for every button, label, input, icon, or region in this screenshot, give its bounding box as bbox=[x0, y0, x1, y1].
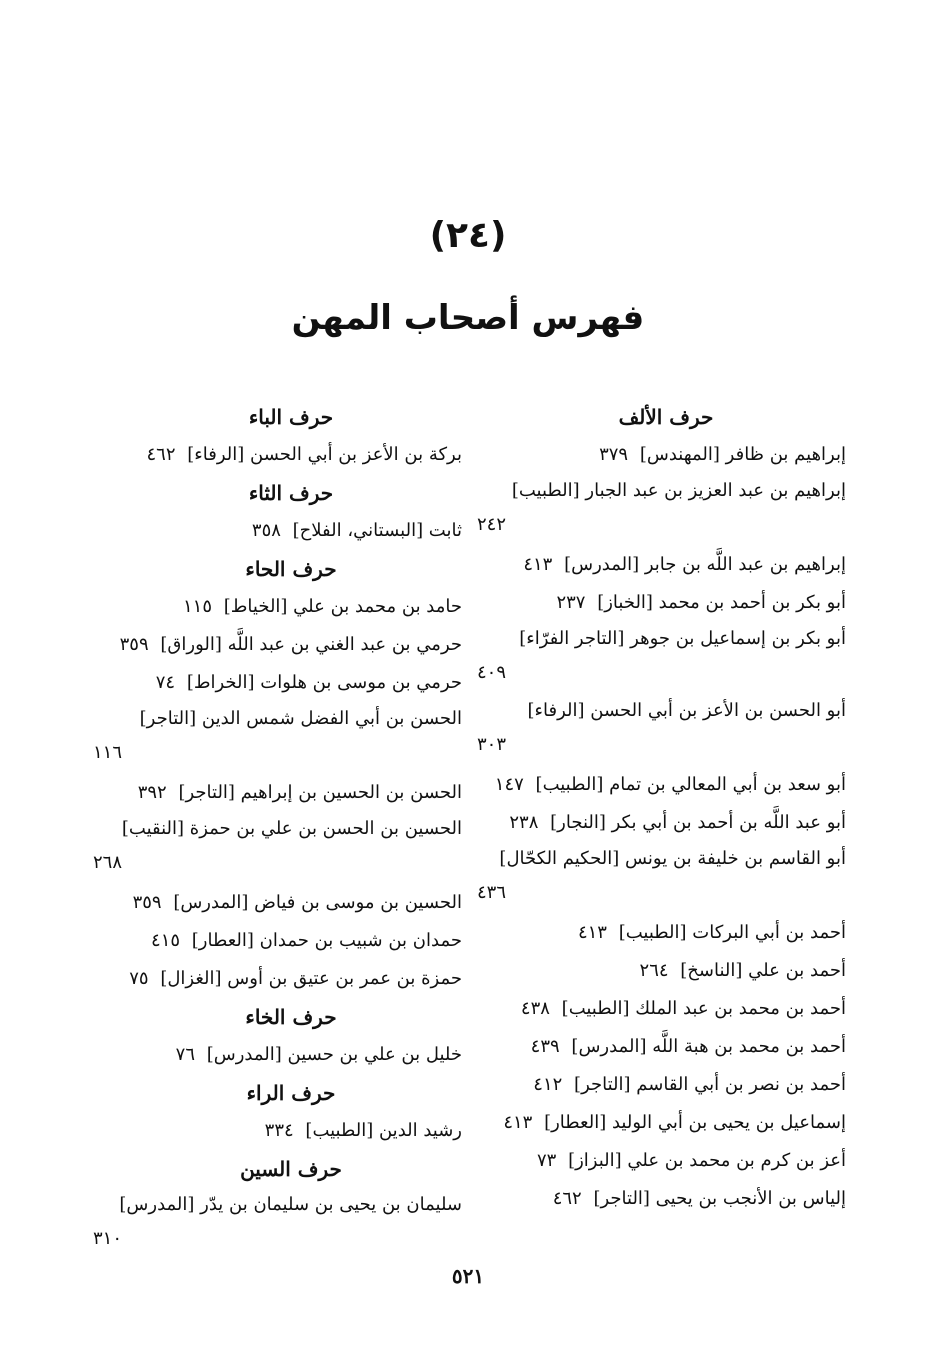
entry-name: أحمد بن محمد بن عبد الملك [الطبيب] bbox=[561, 998, 846, 1019]
index-entry bbox=[486, 1180, 846, 1218]
section-heading: حرف الثاء bbox=[248, 481, 334, 505]
entry-name: إبراهيم بن ظافر [المهندس] bbox=[639, 444, 846, 465]
index-entry bbox=[486, 804, 846, 842]
index-entry bbox=[476, 474, 846, 546]
index-entry bbox=[92, 702, 462, 774]
entry-name: ثابت [البستاني، الفلاح] bbox=[292, 520, 462, 541]
entry-name: حرمي بن عبد الغني بن عبد اللَّه [الوراق] bbox=[160, 634, 462, 655]
index-section bbox=[476, 398, 846, 1218]
entry-page-ref: ٢٣٨ bbox=[509, 812, 539, 833]
entry-page-ref: ٤٠٩ bbox=[476, 662, 506, 683]
entry-name: أحمد بن علي [الناسخ] bbox=[680, 960, 846, 981]
section-heading: حرف الألف bbox=[618, 405, 714, 429]
entry-name: بركة بن الأعز بن أبي الحسن [الرفاء] bbox=[187, 444, 462, 465]
entry-page-ref: ٣٥٨ bbox=[251, 520, 281, 541]
entry-name: حامد بن محمد بن علي [الخياط] bbox=[223, 596, 462, 617]
entry-page-ref: ١١٦ bbox=[92, 742, 122, 763]
index-entry bbox=[486, 952, 846, 990]
entry-name: أحمد بن نصر بن أبي القاسم [التاجر] bbox=[574, 1074, 846, 1095]
entry-page-ref: ٢٦٨ bbox=[92, 852, 122, 873]
entry-name: الحسين بن الحسن بن علي بن حمزة [النقيب] bbox=[121, 818, 462, 839]
entry-page-ref: ٣٠٣ bbox=[476, 734, 506, 755]
entry-name: إسماعيل بن يحيى بن أبي الوليد [العطار] bbox=[544, 1112, 846, 1133]
index-entry bbox=[100, 626, 462, 664]
entry-page-ref: ٢٣٧ bbox=[556, 592, 586, 613]
index-entry bbox=[476, 842, 846, 914]
index-entry bbox=[100, 884, 462, 922]
index-entry bbox=[486, 436, 846, 474]
entry-name: أبو القاسم بن خليفة بن يونس [الحكيم الكحّال] bbox=[499, 848, 846, 869]
entry-name: أعز بن كرم بن محمد بن علي [البزاز] bbox=[568, 1150, 846, 1171]
index-column-right bbox=[476, 398, 846, 1218]
index-section bbox=[100, 474, 462, 550]
entry-page-ref: ٤٣٨ bbox=[520, 998, 550, 1019]
entry-page-ref: ٣٥٩ bbox=[119, 634, 149, 655]
entry-name: الحسن بن الحسين بن إبراهيم [التاجر] bbox=[178, 782, 462, 803]
entry-page-ref: ٤٦٢ bbox=[146, 444, 176, 465]
entry-name: خليل بن علي بن حسين [المدرس] bbox=[206, 1044, 462, 1065]
index-entry bbox=[486, 1028, 846, 1066]
entry-page-ref: ٤١٣ bbox=[523, 554, 553, 575]
entry-page-ref: ٣٥٩ bbox=[132, 892, 162, 913]
index-section bbox=[92, 550, 462, 998]
entry-page-ref: ١٤٧ bbox=[494, 774, 524, 795]
entry-name: سليمان بن يحيى بن سليمان بن يدّر [المدرس] bbox=[119, 1194, 462, 1215]
index-entry bbox=[100, 588, 462, 626]
index-entry bbox=[100, 1112, 462, 1150]
index-entry bbox=[100, 774, 462, 812]
entry-name: حرمي بن موسى بن هلوات [الخراط] bbox=[186, 672, 462, 693]
entry-name: أبو بكر بن إسماعيل بن جوهر [التاجر الفرّاء] bbox=[519, 628, 846, 649]
entry-name: أبو بكر بن أحمد بن محمد [الخباز] bbox=[597, 592, 846, 613]
entry-name: الحسين بن موسى بن فياض [المدرس] bbox=[173, 892, 462, 913]
index-entry bbox=[100, 436, 462, 474]
entry-page-ref: ٤٣٩ bbox=[530, 1036, 560, 1057]
index-column-left bbox=[92, 398, 462, 1260]
section-heading: حرف السين bbox=[240, 1157, 342, 1181]
page-number: ٥٢١ bbox=[451, 1264, 485, 1288]
entry-page-ref: ٣٧٩ bbox=[599, 444, 629, 465]
entry-page-ref: ١١٥ bbox=[182, 596, 212, 617]
index-entry bbox=[486, 1066, 846, 1104]
index-section bbox=[100, 998, 462, 1074]
entry-name: إبراهيم بن عبد العزيز بن عبد الجبار [الطبيب] bbox=[511, 480, 846, 501]
entry-name: أحمد بن أبي البركات [الطبيب] bbox=[618, 922, 846, 943]
index-entry bbox=[476, 694, 846, 766]
entry-name: أبو سعد بن أبي المعالي بن تمام [الطبيب] bbox=[535, 774, 846, 795]
entry-name: إبراهيم بن عبد اللَّه بن جابر [المدرس] bbox=[564, 554, 846, 575]
chapter-number: (٢٤) bbox=[429, 215, 507, 256]
entry-page-ref: ٤٣٦ bbox=[476, 882, 506, 903]
entry-page-ref: ٧٤ bbox=[155, 672, 176, 693]
section-heading: حرف الحاء bbox=[245, 557, 337, 581]
index-entry bbox=[486, 990, 846, 1028]
entry-page-ref: ٣٩٢ bbox=[137, 782, 167, 803]
index-entry bbox=[100, 1036, 462, 1074]
index-entry bbox=[486, 1104, 846, 1142]
index-section bbox=[100, 1074, 462, 1150]
index-entry bbox=[100, 664, 462, 702]
entry-page-ref: ٣٣٤ bbox=[264, 1120, 294, 1141]
index-entry bbox=[100, 512, 462, 550]
entry-name: رشيد الدين [الطبيب] bbox=[305, 1120, 462, 1141]
section-heading: حرف الباء bbox=[248, 405, 334, 429]
index-entry bbox=[92, 1188, 462, 1260]
entry-page-ref: ٤١٣ bbox=[503, 1112, 533, 1133]
entry-name: إلياس بن الأنجب بن يحيى [التاجر] bbox=[593, 1188, 846, 1209]
index-entry bbox=[486, 914, 846, 952]
index-section bbox=[100, 398, 462, 474]
entry-page-ref: ٣١٠ bbox=[92, 1228, 122, 1249]
entry-page-ref: ٤٦٢ bbox=[552, 1188, 582, 1209]
index-entry bbox=[92, 812, 462, 884]
entry-name: الحسن بن أبي الفضل شمس الدين [التاجر] bbox=[139, 708, 462, 729]
entry-name: حمزة بن عمر بن عتيق بن أوس [الغزال] bbox=[160, 968, 462, 989]
section-heading: حرف الخاء bbox=[245, 1005, 337, 1029]
section-heading: حرف الراء bbox=[246, 1081, 336, 1105]
index-entry bbox=[476, 622, 846, 694]
index-entry bbox=[486, 546, 846, 584]
index-entry bbox=[486, 1142, 846, 1180]
entry-page-ref: ٤١٢ bbox=[533, 1074, 563, 1095]
entry-page-ref: ٧٣ bbox=[537, 1150, 557, 1171]
index-entry bbox=[100, 960, 462, 998]
entry-name: أبو الحسن بن الأعز بن أبي الحسن [الرفاء] bbox=[527, 700, 846, 721]
entry-name: أبو عبد اللَّه بن أحمد بن أبي بكر [النجار] bbox=[550, 812, 846, 833]
entry-name: حمدان بن شبيب بن حمدان [العطار] bbox=[191, 930, 462, 951]
entry-page-ref: ٤١٥ bbox=[151, 930, 181, 951]
chapter-title: فهرس أصحاب المهن bbox=[291, 298, 645, 338]
entry-page-ref: ٤١٣ bbox=[577, 922, 607, 943]
index-section bbox=[92, 1150, 462, 1260]
index-entry bbox=[486, 766, 846, 804]
entry-page-ref: ٧٦ bbox=[175, 1044, 195, 1065]
entry-page-ref: ٢٦٤ bbox=[639, 960, 669, 981]
entry-page-ref: ٧٥ bbox=[129, 968, 149, 989]
entry-page-ref: ٢٤٢ bbox=[476, 514, 506, 535]
entry-name: أحمد بن محمد بن هبة اللَّه [المدرس] bbox=[571, 1036, 846, 1057]
index-entry bbox=[100, 922, 462, 960]
index-entry bbox=[486, 584, 846, 622]
